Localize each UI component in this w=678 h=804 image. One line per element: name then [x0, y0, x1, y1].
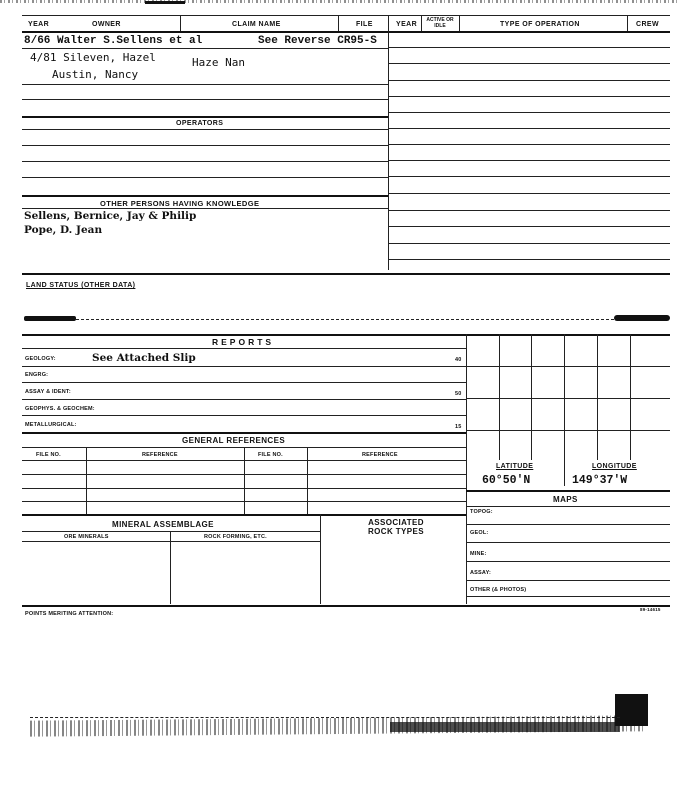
report-value-geology: See Attached Slip — [92, 352, 196, 364]
maps-mine: MINE: — [470, 551, 487, 557]
rule — [22, 15, 670, 16]
rule — [22, 195, 388, 197]
rule — [466, 561, 670, 562]
scan-mark — [615, 694, 648, 726]
gr-col-reference-1: REFERENCE — [142, 452, 178, 458]
report-label-geology: GEOLOGY: — [25, 356, 56, 362]
col-claim-name: CLAIM NAME — [232, 21, 281, 28]
divider — [320, 514, 321, 604]
divider — [466, 334, 467, 604]
col-crew: CREW — [636, 21, 659, 28]
rule — [466, 490, 670, 492]
rule — [389, 210, 670, 211]
scan-mark — [24, 316, 76, 321]
rule — [466, 430, 670, 431]
mineral-assemblage-title: MINERAL ASSEMBLAGE — [112, 520, 214, 529]
rule — [30, 717, 620, 718]
divider — [388, 15, 389, 270]
report-num-assay: 50 — [455, 391, 462, 397]
rule — [22, 208, 388, 209]
rule — [22, 399, 466, 400]
rule — [22, 366, 466, 367]
col-year2: YEAR — [396, 21, 418, 28]
rule — [389, 47, 670, 48]
rule — [389, 160, 670, 161]
longitude-value: 149°37'W — [572, 474, 628, 487]
maps-title: MAPS — [553, 495, 578, 504]
col-year: YEAR — [28, 21, 50, 28]
owner-entry-3: Austin, Nancy — [52, 68, 139, 81]
points-meriting-attention: POINTS MERITING ATTENTION: — [25, 611, 114, 617]
rule — [22, 273, 670, 275]
report-label-engrg: ENGRG: — [25, 372, 49, 378]
claim-entry-2: Haze Nan — [192, 56, 245, 69]
rule — [22, 415, 466, 416]
owner-entry-1: 8/66 Walter S.Sellens et al — [24, 35, 203, 47]
divider — [180, 15, 181, 31]
rule — [466, 580, 670, 581]
land-status-title: LAND STATUS (OTHER DATA) — [26, 282, 136, 289]
rule — [389, 112, 670, 113]
rule — [389, 193, 670, 194]
divider — [564, 334, 565, 486]
rule — [466, 506, 670, 507]
rule — [389, 144, 670, 145]
report-label-geophys: GEOPHYS. & GEOCHEM: — [25, 406, 95, 412]
claim-entry-1: See Reverse CR95-S — [258, 35, 377, 47]
rule — [22, 531, 320, 532]
col-ore-minerals: ORE MINERALS — [64, 534, 109, 540]
divider — [86, 447, 87, 514]
knowledge-title: OTHER PERSONS HAVING KNOWLEDGE — [100, 199, 260, 208]
rule — [22, 84, 388, 85]
rule — [389, 176, 670, 177]
rule — [22, 48, 388, 49]
rule — [76, 319, 614, 320]
col-type-of-operation: TYPE OF OPERATION — [500, 21, 580, 28]
rule — [389, 243, 670, 244]
rule — [22, 334, 670, 336]
scan-noise-top — [0, 0, 678, 3]
rule — [22, 541, 320, 542]
divider — [630, 334, 631, 460]
knowledge-line-1: Sellens, Bernice, Jay & Philip — [24, 210, 197, 222]
rule — [22, 99, 388, 100]
col-file: FILE — [356, 21, 373, 28]
rule — [389, 96, 670, 97]
rule — [22, 145, 388, 146]
rule — [466, 398, 670, 399]
divider — [170, 531, 171, 604]
scan-mark — [145, 1, 185, 4]
divider — [244, 447, 245, 514]
maps-other: OTHER (& PHOTOS) — [470, 587, 527, 593]
rule — [22, 116, 388, 118]
report-label-assay: ASSAY & IDENT: — [25, 389, 71, 395]
report-num-metallurgical: 15 — [455, 424, 462, 430]
report-num-geology: 40 — [455, 357, 462, 363]
divider — [627, 15, 628, 31]
owner-entry-2: 4/81 Sileven, Hazel — [30, 51, 156, 64]
associated-rock-types-title: ASSOCIATED ROCK TYPES — [367, 518, 424, 536]
rule — [22, 348, 466, 349]
gr-col-file-no-1: FILE NO. — [36, 452, 61, 458]
operators-title: OPERATORS — [176, 120, 224, 127]
scan-mark — [614, 315, 670, 321]
rule — [389, 259, 670, 260]
rule — [389, 128, 670, 129]
report-label-metallurgical: METALLURGICAL: — [25, 422, 77, 428]
rule — [22, 31, 670, 33]
rule — [22, 605, 670, 607]
rule — [22, 432, 466, 434]
knowledge-line-2: Pope, D. Jean — [24, 224, 103, 236]
rule — [22, 382, 466, 383]
latitude-label: LATITUDE — [496, 463, 534, 470]
form-number: 89-14615 — [640, 607, 661, 612]
rule — [22, 161, 388, 162]
divider — [499, 334, 500, 460]
divider — [459, 15, 460, 31]
reports-title: REPORTS — [212, 337, 275, 347]
scan-mark — [390, 722, 620, 732]
rule — [389, 80, 670, 81]
maps-assay: ASSAY: — [470, 570, 492, 576]
rule — [466, 366, 670, 367]
divider — [531, 334, 532, 460]
rule — [22, 177, 388, 178]
divider — [597, 334, 598, 460]
col-active-idle: ACTIVE OR IDLE — [426, 17, 454, 29]
col-rock-forming: ROCK FORMING, ETC. — [204, 534, 267, 540]
divider — [338, 15, 339, 31]
gr-col-reference-2: REFERENCE — [362, 452, 398, 458]
rule — [389, 63, 670, 64]
maps-topog: TOPOG: — [470, 509, 493, 515]
rule — [22, 514, 466, 516]
col-owner: OWNER — [92, 21, 121, 28]
rule — [466, 524, 670, 525]
divider — [307, 447, 308, 514]
longitude-label: LONGITUDE — [592, 463, 637, 470]
rule — [466, 542, 670, 543]
latitude-value: 60°50'N — [482, 474, 531, 487]
maps-geol: GEOL: — [470, 530, 489, 536]
general-references-title: GENERAL REFERENCES — [182, 436, 286, 445]
gr-col-file-no-2: FILE NO. — [258, 452, 283, 458]
rule — [22, 129, 388, 130]
rule — [389, 226, 670, 227]
rule — [466, 596, 670, 597]
divider — [421, 15, 422, 31]
